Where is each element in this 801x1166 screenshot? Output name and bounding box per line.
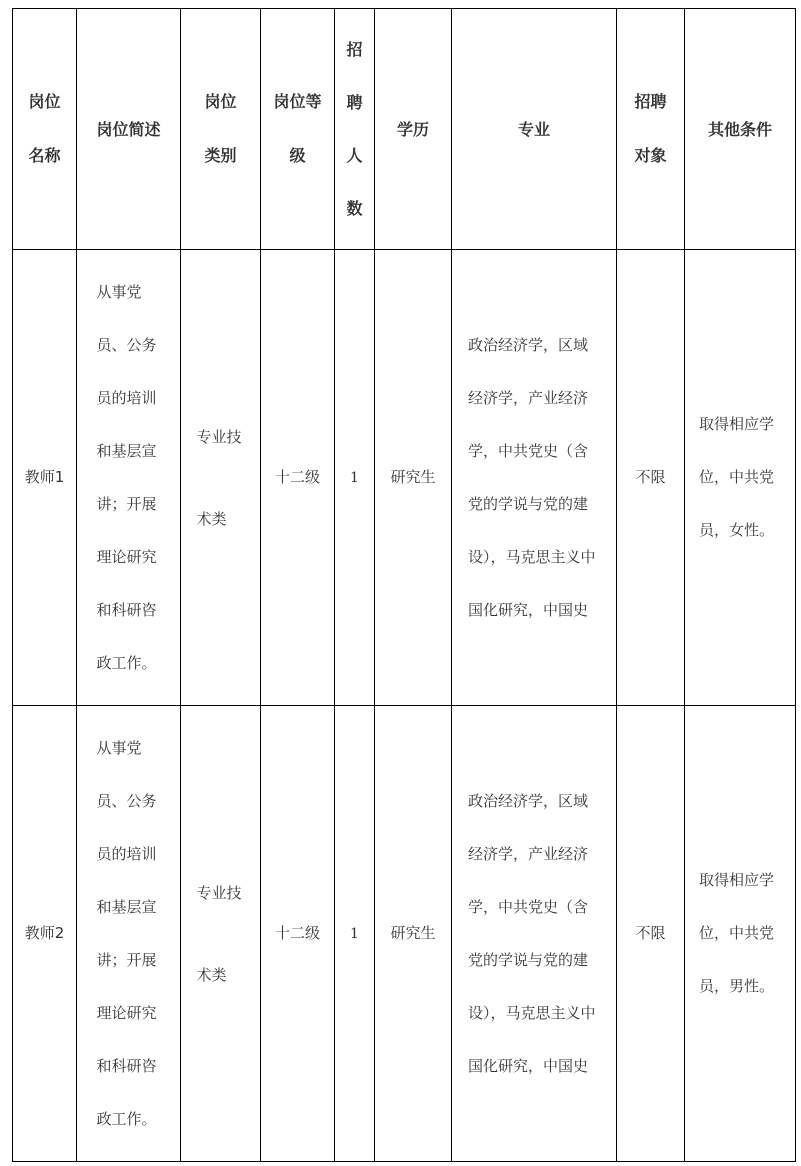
- cell-other: 取得相应学位，中共党员，男性。: [685, 706, 796, 1162]
- cell-level: 十二级: [261, 250, 335, 706]
- cell-count: 1: [335, 250, 375, 706]
- header-position-name: 岗位名称: [13, 9, 77, 250]
- table-row: [13, 250, 796, 706]
- header-education: 学历: [375, 9, 452, 250]
- cell-category: 专业技术类: [181, 706, 261, 1162]
- table-row: [13, 706, 796, 1162]
- cell-major: 政治经济学，区域经济学，产业经济学，中共党史（含党的学说与党的建设），马克思主义中国化研究，中国史: [452, 250, 617, 706]
- header-category: 岗位类别: [181, 9, 261, 250]
- cell-count: 1: [335, 706, 375, 1162]
- header-level: 岗位等级: [261, 9, 335, 250]
- cell-education: 研究生: [375, 706, 452, 1162]
- header-count: 招聘人数: [335, 9, 375, 250]
- cell-category: 专业技术类: [181, 250, 261, 706]
- header-major: 专业: [452, 9, 617, 250]
- header-description: 岗位简述: [77, 9, 181, 250]
- table-header-row: [13, 9, 796, 250]
- cell-description: 从事党员、公务员的培训和基层宣讲；开展理论研究和科研咨政工作。: [77, 250, 181, 706]
- cell-target: 不限: [617, 250, 685, 706]
- cell-major: 政治经济学，区域经济学，产业经济学，中共党史（含党的学说与党的建设），马克思主义中国化研究，中国史: [452, 706, 617, 1162]
- header-other: 其他条件: [685, 9, 796, 250]
- cell-education: 研究生: [375, 250, 452, 706]
- cell-target: 不限: [617, 706, 685, 1162]
- cell-level: 十二级: [261, 706, 335, 1162]
- cell-description: 从事党员、公务员的培训和基层宣讲；开展理论研究和科研咨政工作。: [77, 706, 181, 1162]
- cell-position-name: 教师1: [13, 250, 77, 706]
- header-target: 招聘对象: [617, 9, 685, 250]
- recruitment-table: [12, 8, 796, 1162]
- cell-position-name: 教师2: [13, 706, 77, 1162]
- cell-other: 取得相应学位，中共党员，女性。: [685, 250, 796, 706]
